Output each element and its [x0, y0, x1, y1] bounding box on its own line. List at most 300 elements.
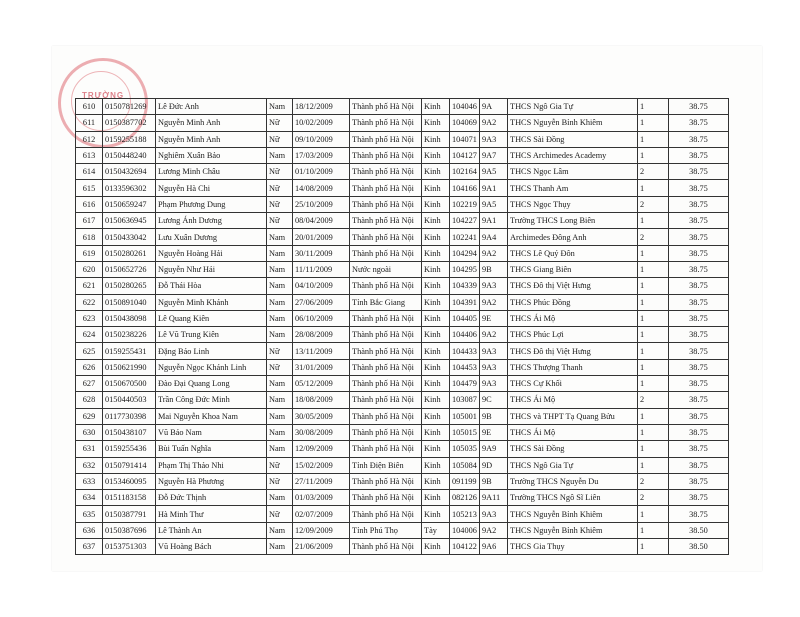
school-code-cell: 104006: [450, 522, 480, 538]
row-number-cell: 610: [76, 99, 103, 115]
birth-date-cell: 04/10/2009: [293, 278, 350, 294]
birth-place-cell: Thành phố Hà Nội: [350, 327, 422, 343]
table-row: [76, 343, 729, 359]
birth-date-cell: 09/10/2009: [293, 131, 350, 147]
class-cell: 9A2: [480, 294, 508, 310]
gender-cell: Nam: [267, 392, 293, 408]
ethnicity-cell: Kinh: [422, 115, 450, 131]
priority-cell: 1: [638, 522, 669, 538]
birth-place-cell: Nước ngoài: [350, 261, 422, 277]
school-code-cell: 104071: [450, 131, 480, 147]
score-cell: 38.75: [669, 473, 729, 489]
results-table-body: [76, 99, 729, 555]
table-row: [76, 359, 729, 375]
student-id-cell: 0150652726: [103, 261, 156, 277]
birth-date-cell: 15/02/2009: [293, 457, 350, 473]
ethnicity-cell: Kinh: [422, 229, 450, 245]
student-id-cell: 0150280261: [103, 245, 156, 261]
gender-cell: Nam: [267, 310, 293, 326]
table-row: [76, 261, 729, 277]
gender-cell: Nam: [267, 245, 293, 261]
row-number-cell: 619: [76, 245, 103, 261]
birth-place-cell: Thành phố Hà Nội: [350, 473, 422, 489]
gender-cell: Nam: [267, 376, 293, 392]
score-cell: 38.75: [669, 392, 729, 408]
student-id-cell: 0159255436: [103, 441, 156, 457]
table-row: [76, 522, 729, 538]
row-number-cell: 626: [76, 359, 103, 375]
school-code-cell: 104453: [450, 359, 480, 375]
birth-place-cell: Thành phố Hà Nội: [350, 490, 422, 506]
priority-cell: 1: [638, 245, 669, 261]
score-cell: 38.75: [669, 131, 729, 147]
birth-date-cell: 18/12/2009: [293, 99, 350, 115]
class-cell: 9A5: [480, 196, 508, 212]
row-number-cell: 623: [76, 310, 103, 326]
score-cell: 38.75: [669, 180, 729, 196]
school-code-cell: 104406: [450, 327, 480, 343]
priority-cell: 1: [638, 506, 669, 522]
school-name-cell: THCS Phúc Lợi: [508, 327, 638, 343]
full-name-cell: Lương Ánh Dương: [156, 213, 267, 229]
full-name-cell: Hà Minh Thư: [156, 506, 267, 522]
ethnicity-cell: Kinh: [422, 147, 450, 163]
birth-place-cell: Thành phố Hà Nội: [350, 359, 422, 375]
priority-cell: 1: [638, 376, 669, 392]
priority-cell: 1: [638, 115, 669, 131]
gender-cell: Nữ: [267, 164, 293, 180]
school-code-cell: 104479: [450, 376, 480, 392]
gender-cell: Nam: [267, 278, 293, 294]
birth-place-cell: Thành phố Hà Nội: [350, 310, 422, 326]
class-cell: 9A3: [480, 343, 508, 359]
class-cell: 9A2: [480, 245, 508, 261]
birth-place-cell: Thành phố Hà Nội: [350, 539, 422, 555]
priority-cell: 1: [638, 180, 669, 196]
gender-cell: Nam: [267, 294, 293, 310]
ethnicity-cell: Kinh: [422, 261, 450, 277]
birth-place-cell: Tỉnh Điện Biên: [350, 457, 422, 473]
school-code-cell: 102219: [450, 196, 480, 212]
row-number-cell: 615: [76, 180, 103, 196]
results-table: [75, 98, 729, 555]
birth-date-cell: 30/11/2009: [293, 245, 350, 261]
table-row: [76, 115, 729, 131]
school-name-cell: THCS Lê Quý Đôn: [508, 245, 638, 261]
ethnicity-cell: Kinh: [422, 376, 450, 392]
full-name-cell: Mai Nguyễn Khoa Nam: [156, 408, 267, 424]
ethnicity-cell: Kinh: [422, 327, 450, 343]
birth-date-cell: 10/02/2009: [293, 115, 350, 131]
full-name-cell: Đỗ Đức Thịnh: [156, 490, 267, 506]
table-row: [76, 506, 729, 522]
priority-cell: 2: [638, 473, 669, 489]
row-number-cell: 627: [76, 376, 103, 392]
ethnicity-cell: Kinh: [422, 490, 450, 506]
class-cell: 9A3: [480, 131, 508, 147]
full-name-cell: Phạm Thị Thảo Nhi: [156, 457, 267, 473]
student-id-cell: 0153460095: [103, 473, 156, 489]
gender-cell: Nam: [267, 408, 293, 424]
class-cell: 9A3: [480, 359, 508, 375]
priority-cell: 1: [638, 99, 669, 115]
gender-cell: Nữ: [267, 131, 293, 147]
gender-cell: Nữ: [267, 359, 293, 375]
table-row: [76, 196, 729, 212]
gender-cell: Nữ: [267, 180, 293, 196]
class-cell: 9A11: [480, 490, 508, 506]
priority-cell: 2: [638, 164, 669, 180]
full-name-cell: Nguyễn Minh Anh: [156, 131, 267, 147]
row-number-cell: 632: [76, 457, 103, 473]
birth-date-cell: 12/09/2009: [293, 441, 350, 457]
student-id-cell: 0133596302: [103, 180, 156, 196]
row-number-cell: 635: [76, 506, 103, 522]
table-row: [76, 278, 729, 294]
school-name-cell: THCS Phúc Đồng: [508, 294, 638, 310]
score-cell: 38.75: [669, 147, 729, 163]
row-number-cell: 617: [76, 213, 103, 229]
birth-date-cell: 31/01/2009: [293, 359, 350, 375]
row-number-cell: 622: [76, 294, 103, 310]
gender-cell: Nam: [267, 261, 293, 277]
class-cell: 9B: [480, 408, 508, 424]
score-cell: 38.75: [669, 99, 729, 115]
priority-cell: 1: [638, 327, 669, 343]
ethnicity-cell: Tày: [422, 522, 450, 538]
score-cell: 38.75: [669, 359, 729, 375]
school-name-cell: Archimedes Đông Anh: [508, 229, 638, 245]
school-code-cell: 105084: [450, 457, 480, 473]
score-cell: 38.75: [669, 343, 729, 359]
ethnicity-cell: Kinh: [422, 392, 450, 408]
full-name-cell: Nguyễn Hà Chi: [156, 180, 267, 196]
row-number-cell: 618: [76, 229, 103, 245]
school-code-cell: 104295: [450, 261, 480, 277]
table-row: [76, 213, 729, 229]
table-row: [76, 473, 729, 489]
ethnicity-cell: Kinh: [422, 294, 450, 310]
row-number-cell: 616: [76, 196, 103, 212]
birth-date-cell: 02/07/2009: [293, 506, 350, 522]
birth-date-cell: 01/10/2009: [293, 164, 350, 180]
student-id-cell: 0151183158: [103, 490, 156, 506]
class-cell: 9A1: [480, 180, 508, 196]
full-name-cell: Lê Quang Kiên: [156, 310, 267, 326]
table-row: [76, 131, 729, 147]
full-name-cell: Đặng Bảo Linh: [156, 343, 267, 359]
school-name-cell: THCS Sài Đồng: [508, 441, 638, 457]
birth-place-cell: Thành phố Hà Nội: [350, 180, 422, 196]
full-name-cell: Nguyễn Hà Phương: [156, 473, 267, 489]
priority-cell: 2: [638, 392, 669, 408]
class-cell: 9A3: [480, 376, 508, 392]
school-name-cell: THCS Gia Thụy: [508, 539, 638, 555]
birth-date-cell: 20/01/2009: [293, 229, 350, 245]
birth-date-cell: 13/11/2009: [293, 343, 350, 359]
row-number-cell: 631: [76, 441, 103, 457]
school-name-cell: THCS Nguyễn Bỉnh Khiêm: [508, 115, 638, 131]
school-name-cell: THCS Ngô Gia Tự: [508, 99, 638, 115]
score-cell: 38.75: [669, 457, 729, 473]
row-number-cell: 629: [76, 408, 103, 424]
priority-cell: 1: [638, 408, 669, 424]
birth-place-cell: Thành phố Hà Nội: [350, 392, 422, 408]
full-name-cell: Nguyễn Ngọc Khánh Linh: [156, 359, 267, 375]
ethnicity-cell: Kinh: [422, 473, 450, 489]
class-cell: 9A1: [480, 213, 508, 229]
full-name-cell: Vũ Hoàng Bách: [156, 539, 267, 555]
row-number-cell: 614: [76, 164, 103, 180]
full-name-cell: Nguyễn Minh Anh: [156, 115, 267, 131]
school-name-cell: THCS Ái Mộ: [508, 424, 638, 440]
birth-date-cell: 18/08/2009: [293, 392, 350, 408]
table-row: [76, 424, 729, 440]
birth-date-cell: 30/05/2009: [293, 408, 350, 424]
ethnicity-cell: Kinh: [422, 457, 450, 473]
school-code-cell: 105035: [450, 441, 480, 457]
ethnicity-cell: Kinh: [422, 506, 450, 522]
school-code-cell: 104294: [450, 245, 480, 261]
birth-date-cell: 27/11/2009: [293, 473, 350, 489]
student-id-cell: 0150659247: [103, 196, 156, 212]
student-id-cell: 0150791414: [103, 457, 156, 473]
table-row: [76, 180, 729, 196]
birth-place-cell: Thành phố Hà Nội: [350, 376, 422, 392]
table-row: [76, 99, 729, 115]
birth-date-cell: 21/06/2009: [293, 539, 350, 555]
student-id-cell: 0150781269: [103, 99, 156, 115]
ethnicity-cell: Kinh: [422, 539, 450, 555]
priority-cell: 2: [638, 229, 669, 245]
ethnicity-cell: Kinh: [422, 213, 450, 229]
gender-cell: Nữ: [267, 196, 293, 212]
birth-place-cell: Thành phố Hà Nội: [350, 213, 422, 229]
row-number-cell: 637: [76, 539, 103, 555]
school-name-cell: THCS Nguyễn Bỉnh Khiêm: [508, 506, 638, 522]
ethnicity-cell: Kinh: [422, 245, 450, 261]
score-cell: 38.75: [669, 310, 729, 326]
table-row: [76, 164, 729, 180]
score-cell: 38.75: [669, 376, 729, 392]
full-name-cell: Nguyễn Minh Khánh: [156, 294, 267, 310]
row-number-cell: 621: [76, 278, 103, 294]
birth-place-cell: Tỉnh Bắc Giang: [350, 294, 422, 310]
student-id-cell: 0159255431: [103, 343, 156, 359]
school-code-cell: 091199: [450, 473, 480, 489]
score-cell: 38.75: [669, 278, 729, 294]
gender-cell: Nam: [267, 490, 293, 506]
class-cell: 9A5: [480, 164, 508, 180]
birth-place-cell: Tỉnh Phú Thọ: [350, 522, 422, 538]
full-name-cell: Vũ Bảo Nam: [156, 424, 267, 440]
priority-cell: 1: [638, 278, 669, 294]
class-cell: 9A4: [480, 229, 508, 245]
school-name-cell: THCS Ngọc Thụy: [508, 196, 638, 212]
priority-cell: 1: [638, 424, 669, 440]
row-number-cell: 634: [76, 490, 103, 506]
ethnicity-cell: Kinh: [422, 131, 450, 147]
gender-cell: Nam: [267, 441, 293, 457]
ethnicity-cell: Kinh: [422, 359, 450, 375]
table-row: [76, 229, 729, 245]
school-code-cell: 103087: [450, 392, 480, 408]
row-number-cell: 613: [76, 147, 103, 163]
school-name-cell: THCS Ái Mộ: [508, 392, 638, 408]
ethnicity-cell: Kinh: [422, 441, 450, 457]
full-name-cell: Lưu Xuân Dương: [156, 229, 267, 245]
school-name-cell: THCS Đô thị Việt Hưng: [508, 343, 638, 359]
stamp-text: TRƯỜNG: [81, 91, 125, 100]
table-row: [76, 147, 729, 163]
row-number-cell: 620: [76, 261, 103, 277]
class-cell: 9A2: [480, 115, 508, 131]
row-number-cell: 612: [76, 131, 103, 147]
gender-cell: Nam: [267, 229, 293, 245]
birth-place-cell: Thành phố Hà Nội: [350, 115, 422, 131]
school-code-cell: 104433: [450, 343, 480, 359]
student-id-cell: 0159255188: [103, 131, 156, 147]
school-name-cell: THCS Thượng Thanh: [508, 359, 638, 375]
table-row: [76, 539, 729, 555]
student-id-cell: 0150891040: [103, 294, 156, 310]
student-id-cell: 0117730398: [103, 408, 156, 424]
table-row: [76, 245, 729, 261]
birth-date-cell: 08/04/2009: [293, 213, 350, 229]
birth-place-cell: Thành phố Hà Nội: [350, 229, 422, 245]
table-row: [76, 408, 729, 424]
full-name-cell: Trần Công Đức Minh: [156, 392, 267, 408]
birth-place-cell: Thành phố Hà Nội: [350, 131, 422, 147]
priority-cell: 2: [638, 196, 669, 212]
row-number-cell: 628: [76, 392, 103, 408]
student-id-cell: 0150621990: [103, 359, 156, 375]
table-row: [76, 310, 729, 326]
class-cell: 9A: [480, 99, 508, 115]
full-name-cell: Lương Minh Châu: [156, 164, 267, 180]
gender-cell: Nữ: [267, 473, 293, 489]
table-row: [76, 490, 729, 506]
ethnicity-cell: Kinh: [422, 424, 450, 440]
student-id-cell: 0150238226: [103, 327, 156, 343]
ethnicity-cell: Kinh: [422, 310, 450, 326]
school-name-cell: THCS Ái Mộ: [508, 310, 638, 326]
score-cell: 38.75: [669, 213, 729, 229]
class-cell: 9A2: [480, 327, 508, 343]
birth-date-cell: 25/10/2009: [293, 196, 350, 212]
score-cell: 38.75: [669, 294, 729, 310]
table-row: [76, 441, 729, 457]
row-number-cell: 630: [76, 424, 103, 440]
school-name-cell: THCS Đô thị Việt Hưng: [508, 278, 638, 294]
gender-cell: Nam: [267, 424, 293, 440]
gender-cell: Nam: [267, 147, 293, 163]
school-code-cell: 104122: [450, 539, 480, 555]
birth-date-cell: 14/08/2009: [293, 180, 350, 196]
student-id-cell: 0150280265: [103, 278, 156, 294]
student-id-cell: 0150636945: [103, 213, 156, 229]
table-row: [76, 327, 729, 343]
birth-date-cell: 12/09/2009: [293, 522, 350, 538]
score-cell: 38.75: [669, 408, 729, 424]
priority-cell: 2: [638, 490, 669, 506]
row-number-cell: 611: [76, 115, 103, 131]
birth-date-cell: 11/11/2009: [293, 261, 350, 277]
school-name-cell: THCS Cự Khối: [508, 376, 638, 392]
ethnicity-cell: Kinh: [422, 278, 450, 294]
priority-cell: 1: [638, 359, 669, 375]
ethnicity-cell: Kinh: [422, 196, 450, 212]
class-cell: 9B: [480, 473, 508, 489]
student-id-cell: 0150433042: [103, 229, 156, 245]
class-cell: 9E: [480, 424, 508, 440]
school-code-cell: 102164: [450, 164, 480, 180]
birth-date-cell: 06/10/2009: [293, 310, 350, 326]
student-id-cell: 0153751303: [103, 539, 156, 555]
table-row: [76, 457, 729, 473]
birth-date-cell: 28/08/2009: [293, 327, 350, 343]
student-id-cell: 0150670500: [103, 376, 156, 392]
school-name-cell: Trường THCS Nguyễn Du: [508, 473, 638, 489]
gender-cell: Nam: [267, 99, 293, 115]
school-name-cell: THCS Archimedes Academy: [508, 147, 638, 163]
priority-cell: 1: [638, 131, 669, 147]
student-id-cell: 0150432694: [103, 164, 156, 180]
class-cell: 9C: [480, 392, 508, 408]
student-id-cell: 0150387791: [103, 506, 156, 522]
score-cell: 38.75: [669, 490, 729, 506]
ethnicity-cell: Kinh: [422, 408, 450, 424]
priority-cell: 1: [638, 441, 669, 457]
birth-place-cell: Thành phố Hà Nội: [350, 408, 422, 424]
table-row: [76, 376, 729, 392]
full-name-cell: Lê Vũ Trung Kiên: [156, 327, 267, 343]
priority-cell: 1: [638, 294, 669, 310]
row-number-cell: 636: [76, 522, 103, 538]
birth-date-cell: 01/03/2009: [293, 490, 350, 506]
birth-place-cell: Thành phố Hà Nội: [350, 424, 422, 440]
gender-cell: Nam: [267, 539, 293, 555]
school-name-cell: THCS Sài Đồng: [508, 131, 638, 147]
school-code-cell: 104166: [450, 180, 480, 196]
class-cell: 9A3: [480, 278, 508, 294]
birth-place-cell: Thành phố Hà Nội: [350, 441, 422, 457]
score-cell: 38.75: [669, 327, 729, 343]
full-name-cell: Bùi Tuấn Nghĩa: [156, 441, 267, 457]
ethnicity-cell: Kinh: [422, 180, 450, 196]
school-code-cell: 104405: [450, 310, 480, 326]
gender-cell: Nữ: [267, 457, 293, 473]
score-cell: 38.75: [669, 441, 729, 457]
full-name-cell: Lê Đức Anh: [156, 99, 267, 115]
priority-cell: 1: [638, 147, 669, 163]
score-cell: 38.75: [669, 164, 729, 180]
gender-cell: Nam: [267, 327, 293, 343]
school-code-cell: 104069: [450, 115, 480, 131]
birth-date-cell: 27/06/2009: [293, 294, 350, 310]
birth-date-cell: 05/12/2009: [293, 376, 350, 392]
birth-place-cell: Thành phố Hà Nội: [350, 147, 422, 163]
birth-place-cell: Thành phố Hà Nội: [350, 99, 422, 115]
table-row: [76, 392, 729, 408]
score-cell: 38.75: [669, 229, 729, 245]
student-id-cell: 0150387702: [103, 115, 156, 131]
gender-cell: Nữ: [267, 506, 293, 522]
ethnicity-cell: Kinh: [422, 343, 450, 359]
gender-cell: Nam: [267, 522, 293, 538]
school-name-cell: Trường THCS Ngô Sĩ Liên: [508, 490, 638, 506]
school-code-cell: 105213: [450, 506, 480, 522]
